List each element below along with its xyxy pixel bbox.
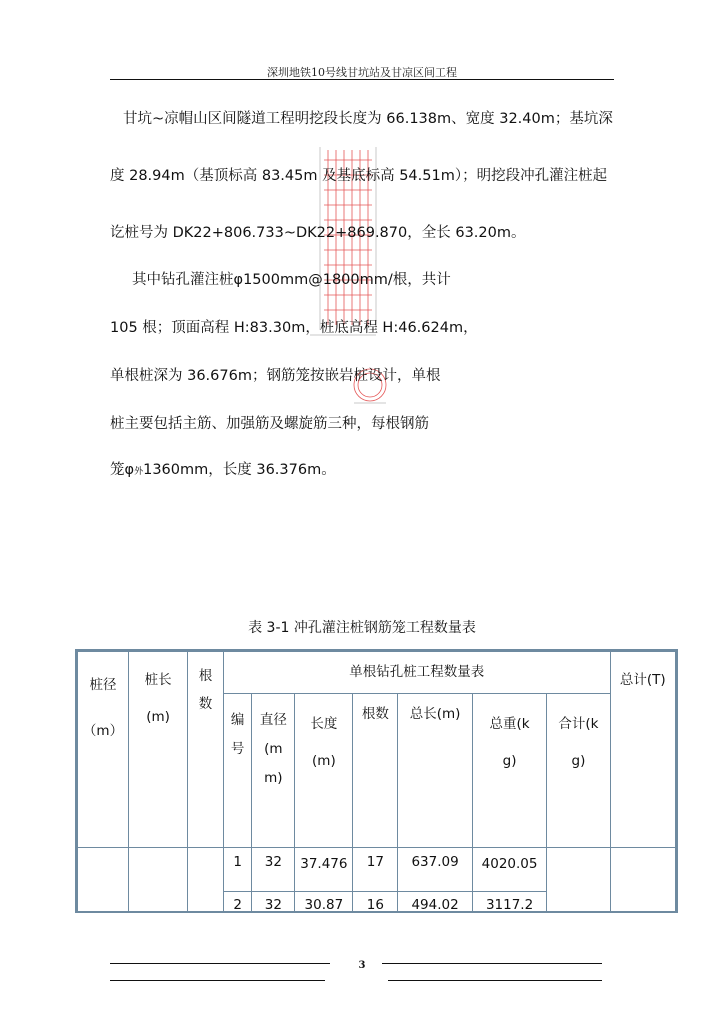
page-number: 3 [358, 960, 366, 971]
footer-rule-left-bottom [110, 980, 325, 981]
body-line-8-sub: 外 [134, 467, 144, 477]
body-line-3: 讫桩号为 DK22+806.733~DK22+869.870，全长 63.20m。 [110, 225, 526, 241]
page-header: 深圳地铁10号线甘坑站及甘凉区间工程 [267, 66, 457, 79]
cell-dia: 32 [252, 892, 295, 914]
header-group: 单根钻孔桩工程数量表 [223, 652, 610, 694]
cell-weight: 4020.05 [472, 848, 546, 892]
cell-empty [78, 848, 129, 914]
body-line-8-a: 笼φ [110, 462, 135, 478]
quantity-table-frame [75, 649, 678, 913]
header-num: 根数 [353, 694, 398, 848]
header-total-len: 总长(m) [398, 694, 472, 848]
cell-empty [547, 848, 610, 914]
body-line-7: 桩主要包括主筋、加强筋及螺旋筋三种，每根钢筋 [110, 416, 429, 432]
header-rule [110, 79, 614, 80]
header-count: 根数 [188, 652, 224, 848]
header-no: 编号 [223, 694, 252, 848]
cell-num: 16 [353, 892, 398, 914]
body-line-6: 单根桩深为 36.676m；钢筋笼按嵌岩桩设计，单根 [110, 368, 441, 384]
quantity-table [77, 651, 676, 913]
cell-length: 30.87 [295, 892, 353, 914]
cell-no: 2 [223, 892, 252, 914]
cell-empty [129, 848, 188, 914]
header-pile-dia: 桩径（m） [78, 652, 129, 848]
body-line-1: 甘坑~凉帽山区间隧道工程明挖段长度为 66.138m、宽度 32.40m；基坑深 [123, 111, 613, 127]
cell-total-len: 494.02 [398, 892, 472, 914]
table-row [78, 848, 676, 892]
cell-empty [188, 848, 224, 914]
cell-dia: 32 [252, 848, 295, 892]
cell-total-len: 637.09 [398, 848, 472, 892]
cell-no: 1 [223, 848, 252, 892]
header-sum: 合计(kg) [547, 694, 610, 848]
body-line-4: 其中钻孔灌注桩φ1500mm@1800mm/根，共计 [132, 272, 451, 288]
body-line-8 [110, 458, 336, 479]
body-line-2: 度 28.94m（基顶标高 83.45m 及基底标高 54.51m）；明挖段冲孔灌注桩起 [110, 168, 608, 184]
cell-weight: 3117.2 [472, 892, 546, 914]
body-line-5: 105 根；顶面高程 H:83.30m，桩底高程 H:46.624m， [110, 320, 478, 336]
header-total: 总计(T) [610, 652, 675, 848]
cell-num: 17 [353, 848, 398, 892]
header-pile-len: 桩长(m) [129, 652, 188, 848]
table-caption: 表 3-1 冲孔灌注桩钢筋笼工程数量表 [248, 620, 476, 636]
header-weight: 总重(kg) [472, 694, 546, 848]
cell-length: 37.476 [295, 848, 353, 892]
body-line-8-b: 1360mm，长度 36.376m。 [143, 462, 336, 478]
footer-rule-right-bottom [388, 980, 602, 981]
header-dia: 直径(mm) [252, 694, 295, 848]
header-length: 长度(m) [295, 694, 353, 848]
cell-empty [610, 848, 675, 914]
